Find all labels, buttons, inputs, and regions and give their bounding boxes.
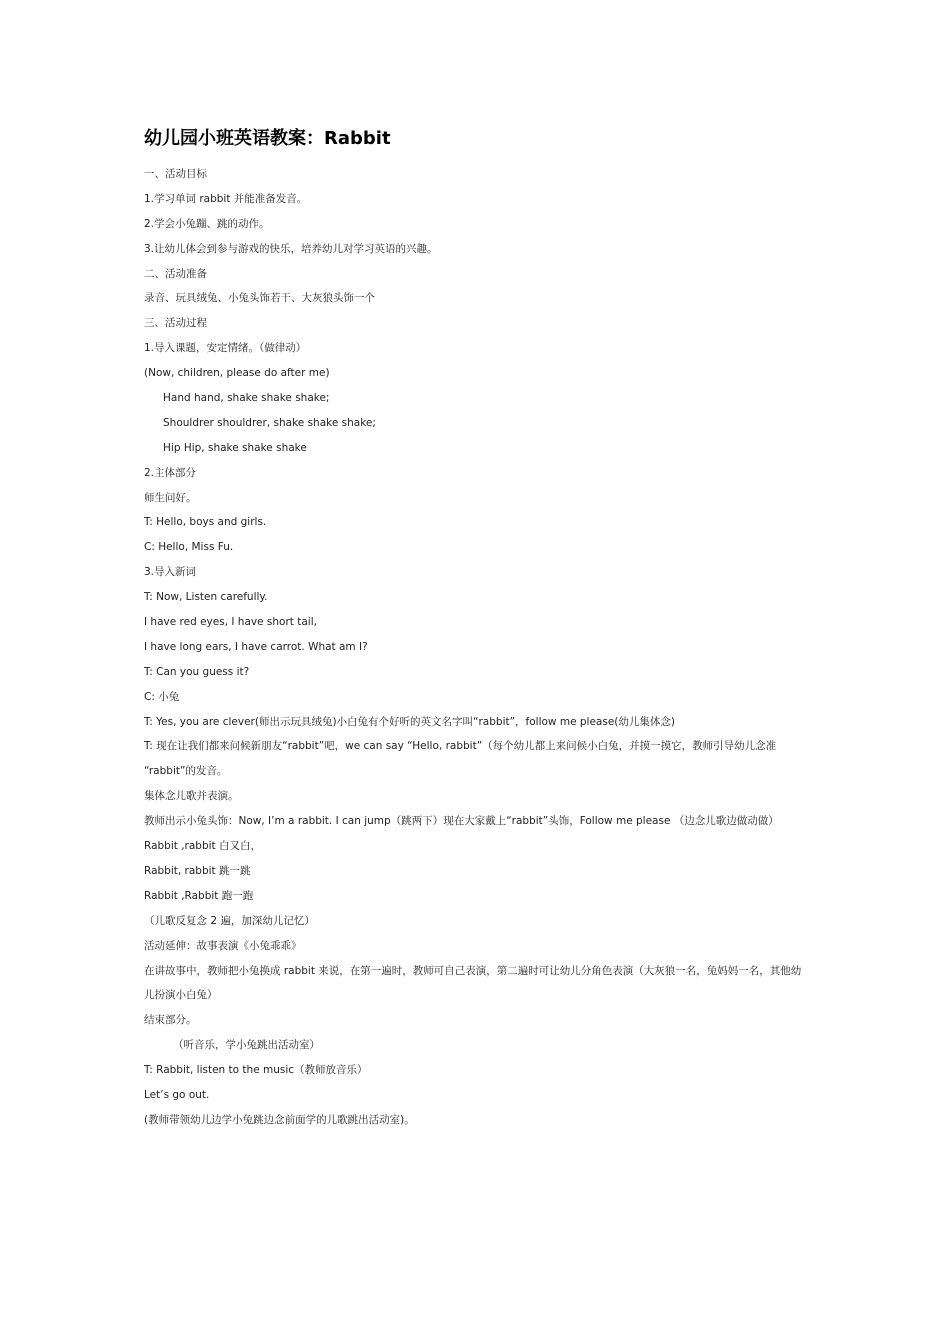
text-line: 活动延伸：故事表演《小兔乖乖》 xyxy=(144,939,302,952)
text-line: C: 小兔 xyxy=(144,690,180,703)
text-line: T: Can you guess it? xyxy=(144,665,250,678)
text-line: T: Hello, boys and girls. xyxy=(144,516,267,529)
text-line: Hip Hip, shake shake shake xyxy=(163,441,307,454)
text-line: (教师带领幼儿边学小兔跳边念前面学的儿歌跳出活动室)。 xyxy=(144,1113,415,1126)
text-line: I have red eyes, I have short tail, xyxy=(144,616,317,629)
text-line: 2.主体部分 xyxy=(144,466,197,479)
text-line: 1.导入课题，安定情绪。（做律动） xyxy=(144,342,307,355)
text-line: Let’s go out. xyxy=(144,1088,210,1101)
text-line: （儿歌反复念 2 遍，加深幼儿记忆） xyxy=(144,914,315,927)
text-line: T: Rabbit, listen to the music（教师放音乐） xyxy=(144,1064,368,1077)
text-line: 2.学会小兔蹦、跳的动作。 xyxy=(144,217,270,230)
text-line: （听音乐，学小兔跳出活动室） xyxy=(173,1039,320,1052)
text-line: Rabbit ,rabbit 白又白， xyxy=(144,840,261,853)
text-line: 一、活动目标 xyxy=(144,168,207,180)
text-line: 集体念儿歌并表演。 xyxy=(144,790,239,803)
text-line: 1.学习单词 rabbit 并能准备发音。 xyxy=(144,192,308,205)
text-line: T: 现在让我们都来问候新朋友“rabbit”吧，we can say “Hello, rabbit”（每个幼儿都上来问候小白兔，并摸一摸它，教师引导幼儿念准 xyxy=(144,740,777,753)
text-line: C: Hello, Miss Fu. xyxy=(144,541,234,554)
text-line: 在讲故事中，教师把小兔换成 rabbit 来说，在第一遍时，教师可自己表演，第二遍时可让幼儿分角色表演（大灰狼一名，兔妈妈一名，其他幼 xyxy=(144,964,802,977)
text-line: T: Yes, you are clever(师出示玩具绒兔)小白兔有个好听的英文名字叫“rabbit”，follow me please(幼儿集体念) xyxy=(144,715,675,728)
text-line: 3.让幼儿体会到参与游戏的快乐，培养幼儿对学习英语的兴趣。 xyxy=(144,242,438,255)
text-line: T: Now, Listen carefully. xyxy=(144,591,268,604)
document-title: 幼儿园小班英语教案：Rabbit xyxy=(144,128,391,149)
text-line: (Now, children, please do after me) xyxy=(144,367,330,380)
text-line: “rabbit”的发音。 xyxy=(144,765,228,778)
document-body xyxy=(144,162,824,1133)
text-line: 结束部分。 xyxy=(144,1014,197,1027)
text-line: 二、活动准备 xyxy=(144,267,207,280)
text-line: I have long ears, I have carrot. What am I? xyxy=(144,640,368,653)
text-line: Shouldrer shouldrer, shake shake shake; xyxy=(163,416,376,429)
text-line: Hand hand, shake shake shake; xyxy=(163,392,330,405)
text-line: Rabbit ,Rabbit 跑一跑 xyxy=(144,889,254,902)
text-line: 三、活动过程 xyxy=(144,317,207,330)
text-line: 教师出示小兔头饰：Now, I’m a rabbit. I can jump（跳两下）现在大家戴上“rabbit”头饰，Follow me please （边念儿歌边做动做） xyxy=(144,815,779,828)
text-line: Rabbit, rabbit 跳一跳 xyxy=(144,864,251,877)
text-line: 师生问好。 xyxy=(144,491,197,504)
text-line: 录音、玩具绒兔、小兔头饰若干、大灰狼头饰一个 xyxy=(144,292,375,305)
text-line: 3.导入新词 xyxy=(144,566,197,579)
text-line: 儿扮演小白兔） xyxy=(144,989,218,1002)
